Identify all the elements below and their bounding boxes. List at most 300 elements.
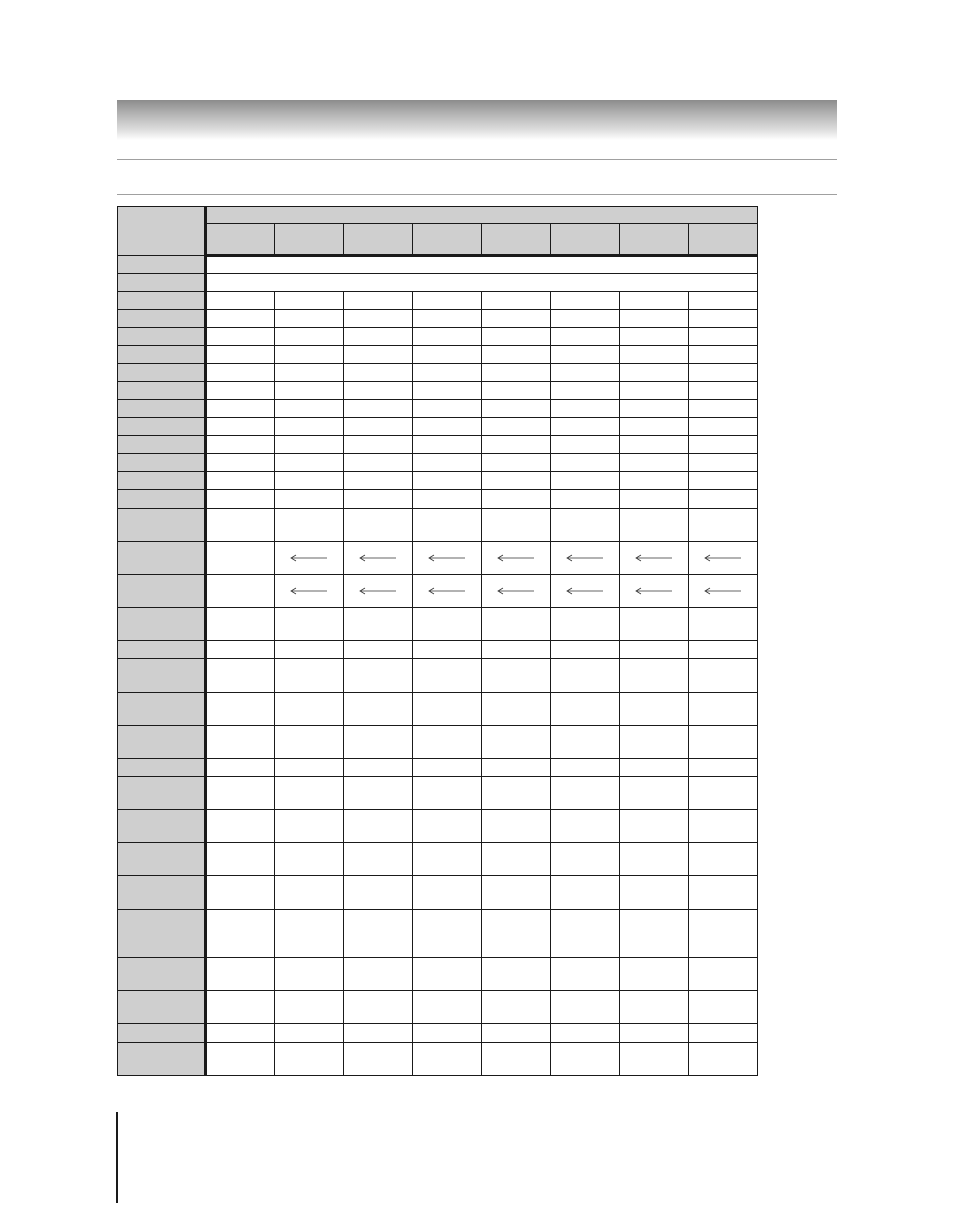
table-row [118, 364, 758, 382]
row-label-cell [118, 759, 206, 777]
value-cell [551, 400, 620, 418]
value-cell [689, 542, 758, 575]
value-cell [206, 958, 275, 991]
table-row [118, 346, 758, 364]
value-cell [689, 382, 758, 400]
value-cell [551, 1024, 620, 1043]
value-cell [620, 400, 689, 418]
value-cell [413, 292, 482, 310]
value-cell [482, 542, 551, 575]
value-cell [413, 454, 482, 472]
table-row [118, 659, 758, 693]
value-cell [620, 575, 689, 608]
table-row [118, 400, 758, 418]
value-cell [620, 418, 689, 436]
value-cell [206, 1043, 275, 1076]
value-cell [620, 659, 689, 693]
value-cell [206, 436, 275, 454]
value-cell [206, 472, 275, 490]
table-row [118, 328, 758, 346]
row-label-cell [118, 910, 206, 958]
value-cell [275, 328, 344, 346]
value-cell [206, 759, 275, 777]
page-header-band [117, 100, 837, 140]
value-cell [413, 693, 482, 726]
value-cell [206, 382, 275, 400]
left-arrow-icon [703, 587, 743, 595]
value-cell [551, 310, 620, 328]
value-cell [551, 910, 620, 958]
value-cell [620, 759, 689, 777]
table-body [118, 256, 758, 1076]
value-cell [344, 575, 413, 608]
value-cell [413, 843, 482, 876]
value-cell [551, 810, 620, 843]
value-cell [206, 292, 275, 310]
value-cell [689, 454, 758, 472]
value-cell [206, 659, 275, 693]
left-arrow-icon [358, 587, 398, 595]
value-cell [344, 382, 413, 400]
value-cell [689, 575, 758, 608]
value-cell [482, 810, 551, 843]
row-label-cell [118, 810, 206, 843]
row-label-cell [118, 777, 206, 810]
value-cell [482, 759, 551, 777]
value-cell [413, 328, 482, 346]
value-cell [482, 346, 551, 364]
value-cell [206, 328, 275, 346]
value-cell [482, 693, 551, 726]
value-cell [275, 777, 344, 810]
value-cell [551, 659, 620, 693]
row-label-cell [118, 659, 206, 693]
row-label-cell [118, 991, 206, 1024]
row-label-cell [118, 641, 206, 659]
value-cell [206, 1024, 275, 1043]
value-cell [275, 400, 344, 418]
value-cell [275, 608, 344, 641]
value-cell [620, 810, 689, 843]
value-cell [551, 608, 620, 641]
row-label-cell [118, 693, 206, 726]
value-cell [275, 1043, 344, 1076]
row-label-cell [118, 608, 206, 641]
value-cell [275, 659, 344, 693]
row-label-cell [118, 364, 206, 382]
value-cell [689, 292, 758, 310]
value-cell [482, 490, 551, 509]
value-cell [482, 991, 551, 1024]
value-cell [482, 472, 551, 490]
left-arrow-icon [565, 587, 605, 595]
value-cell [344, 346, 413, 364]
value-cell [413, 726, 482, 759]
value-cell [275, 759, 344, 777]
value-cell [482, 726, 551, 759]
value-cell [275, 454, 344, 472]
value-cell [689, 346, 758, 364]
value-cell [413, 1024, 482, 1043]
value-cell [275, 382, 344, 400]
value-cell [689, 958, 758, 991]
value-cell [413, 659, 482, 693]
value-cell [275, 910, 344, 958]
value-cell [689, 1024, 758, 1043]
value-cell [620, 693, 689, 726]
row-label-cell [118, 310, 206, 328]
table-row [118, 726, 758, 759]
left-arrow-icon [496, 554, 536, 562]
value-cell [620, 777, 689, 810]
value-cell [344, 608, 413, 641]
value-cell [689, 490, 758, 509]
value-cell [275, 364, 344, 382]
row-label-cell [118, 346, 206, 364]
value-cell [551, 292, 620, 310]
value-cell [275, 726, 344, 759]
value-cell [551, 777, 620, 810]
row-label-cell [118, 472, 206, 490]
value-cell [551, 759, 620, 777]
value-cell [206, 490, 275, 509]
value-cell [344, 328, 413, 346]
value-cell [344, 418, 413, 436]
row-label-cell [118, 509, 206, 542]
value-cell [344, 1043, 413, 1076]
value-cell [344, 1024, 413, 1043]
table-row [118, 1043, 758, 1076]
table-corner-cell [118, 207, 206, 256]
value-cell [551, 991, 620, 1024]
value-cell [413, 542, 482, 575]
value-cell [413, 418, 482, 436]
value-cell [482, 843, 551, 876]
value-cell [344, 472, 413, 490]
spanned-value-cell [206, 256, 758, 274]
value-cell [206, 575, 275, 608]
value-cell [344, 659, 413, 693]
value-cell [206, 876, 275, 910]
value-cell [551, 436, 620, 454]
value-cell [275, 292, 344, 310]
value-cell [275, 810, 344, 843]
value-cell [620, 542, 689, 575]
value-cell [620, 958, 689, 991]
value-cell [413, 876, 482, 910]
row-label-cell [118, 490, 206, 509]
value-cell [482, 1024, 551, 1043]
value-cell [206, 693, 275, 726]
value-cell [413, 910, 482, 958]
value-cell [482, 1043, 551, 1076]
value-cell [689, 328, 758, 346]
value-cell [482, 641, 551, 659]
table-row [118, 843, 758, 876]
spanned-value-cell [206, 274, 758, 292]
value-cell [413, 436, 482, 454]
value-cell [344, 641, 413, 659]
value-cell [689, 726, 758, 759]
row-label-cell [118, 256, 206, 274]
value-cell [689, 759, 758, 777]
value-cell [344, 542, 413, 575]
table-row [118, 810, 758, 843]
value-cell [413, 641, 482, 659]
value-cell [551, 418, 620, 436]
row-label-cell [118, 542, 206, 575]
value-cell [620, 641, 689, 659]
value-cell [551, 876, 620, 910]
value-cell [689, 693, 758, 726]
value-cell [275, 472, 344, 490]
value-cell [206, 810, 275, 843]
value-cell [413, 509, 482, 542]
value-cell [206, 400, 275, 418]
value-cell [482, 958, 551, 991]
value-cell [551, 958, 620, 991]
model-header-cell [206, 224, 275, 256]
value-cell [413, 777, 482, 810]
value-cell [620, 310, 689, 328]
model-header-cell [551, 224, 620, 256]
value-cell [206, 454, 275, 472]
value-cell [551, 726, 620, 759]
value-cell [482, 310, 551, 328]
table-row [118, 436, 758, 454]
table-row [118, 641, 758, 659]
value-cell [551, 575, 620, 608]
value-cell [551, 364, 620, 382]
value-cell [482, 575, 551, 608]
value-cell [689, 991, 758, 1024]
row-label-cell [118, 418, 206, 436]
value-cell [689, 1043, 758, 1076]
row-label-cell [118, 400, 206, 418]
value-cell [275, 542, 344, 575]
value-cell [551, 454, 620, 472]
value-cell [482, 509, 551, 542]
model-header-cell [620, 224, 689, 256]
row-label-cell [118, 1024, 206, 1043]
row-label-cell [118, 876, 206, 910]
value-cell [275, 418, 344, 436]
table-row [118, 777, 758, 810]
model-header-cell [275, 224, 344, 256]
value-cell [689, 876, 758, 910]
table-header-group-row [118, 207, 758, 224]
value-cell [689, 843, 758, 876]
value-cell [551, 843, 620, 876]
value-cell [344, 759, 413, 777]
value-cell [620, 292, 689, 310]
value-cell [344, 310, 413, 328]
value-cell [275, 991, 344, 1024]
table-row [118, 310, 758, 328]
table-row [118, 292, 758, 310]
value-cell [620, 364, 689, 382]
value-cell [620, 1024, 689, 1043]
value-cell [620, 876, 689, 910]
value-cell [551, 490, 620, 509]
table-row [118, 991, 758, 1024]
value-cell [206, 910, 275, 958]
value-cell [344, 726, 413, 759]
row-label-cell [118, 292, 206, 310]
left-arrow-icon [703, 554, 743, 562]
value-cell [551, 509, 620, 542]
specification-table [117, 206, 758, 1076]
value-cell [413, 310, 482, 328]
row-label-cell [118, 454, 206, 472]
value-cell [275, 1024, 344, 1043]
value-cell [206, 418, 275, 436]
value-cell [206, 509, 275, 542]
value-cell [482, 400, 551, 418]
value-cell [344, 292, 413, 310]
value-cell [413, 364, 482, 382]
value-cell [206, 991, 275, 1024]
table-row [118, 274, 758, 292]
value-cell [275, 575, 344, 608]
row-label-cell [118, 575, 206, 608]
value-cell [206, 843, 275, 876]
table-row [118, 256, 758, 274]
value-cell [344, 400, 413, 418]
value-cell [482, 659, 551, 693]
row-label-cell [118, 726, 206, 759]
value-cell [482, 608, 551, 641]
value-cell [413, 608, 482, 641]
value-cell [413, 346, 482, 364]
table-row [118, 472, 758, 490]
value-cell [482, 328, 551, 346]
value-cell [275, 958, 344, 991]
value-cell [689, 608, 758, 641]
left-arrow-icon [289, 554, 329, 562]
value-cell [620, 472, 689, 490]
table-row [118, 418, 758, 436]
value-cell [275, 490, 344, 509]
table-row [118, 693, 758, 726]
value-cell [275, 876, 344, 910]
table-row [118, 454, 758, 472]
value-cell [620, 910, 689, 958]
value-cell [413, 958, 482, 991]
value-cell [413, 382, 482, 400]
value-cell [482, 418, 551, 436]
value-cell [551, 328, 620, 346]
value-cell [344, 693, 413, 726]
model-header-cell [482, 224, 551, 256]
row-label-cell [118, 1043, 206, 1076]
value-cell [413, 1043, 482, 1076]
value-cell [620, 509, 689, 542]
left-arrow-icon [634, 554, 674, 562]
value-cell [344, 509, 413, 542]
table-row [118, 382, 758, 400]
value-cell [413, 472, 482, 490]
value-cell [620, 454, 689, 472]
value-cell [275, 436, 344, 454]
value-cell [206, 777, 275, 810]
value-cell [689, 641, 758, 659]
table-row [118, 542, 758, 575]
value-cell [482, 364, 551, 382]
margin-bar [116, 1112, 118, 1203]
value-cell [689, 310, 758, 328]
row-label-cell [118, 843, 206, 876]
table-row [118, 876, 758, 910]
value-cell [551, 1043, 620, 1076]
table-header-model-row [118, 224, 758, 256]
value-cell [482, 910, 551, 958]
value-cell [689, 659, 758, 693]
row-label-cell [118, 958, 206, 991]
value-cell [344, 910, 413, 958]
value-cell [689, 436, 758, 454]
value-cell [689, 810, 758, 843]
value-cell [275, 693, 344, 726]
value-cell [620, 382, 689, 400]
value-cell [689, 472, 758, 490]
model-header-cell [413, 224, 482, 256]
model-header-cell [344, 224, 413, 256]
value-cell [413, 575, 482, 608]
value-cell [344, 991, 413, 1024]
value-cell [206, 346, 275, 364]
value-cell [344, 958, 413, 991]
table-row [118, 575, 758, 608]
left-arrow-icon [496, 587, 536, 595]
value-cell [413, 991, 482, 1024]
value-cell [689, 509, 758, 542]
value-cell [551, 472, 620, 490]
table-group-header [206, 207, 758, 224]
value-cell [551, 542, 620, 575]
value-cell [482, 876, 551, 910]
table-row [118, 490, 758, 509]
value-cell [413, 810, 482, 843]
value-cell [620, 1043, 689, 1076]
value-cell [620, 843, 689, 876]
value-cell [689, 418, 758, 436]
value-cell [206, 726, 275, 759]
row-label-cell [118, 436, 206, 454]
value-cell [620, 436, 689, 454]
value-cell [206, 608, 275, 641]
value-cell [206, 310, 275, 328]
value-cell [551, 641, 620, 659]
value-cell [482, 292, 551, 310]
value-cell [275, 346, 344, 364]
value-cell [551, 693, 620, 726]
row-label-cell [118, 274, 206, 292]
left-arrow-icon [289, 587, 329, 595]
value-cell [620, 328, 689, 346]
left-arrow-icon [634, 587, 674, 595]
value-cell [206, 542, 275, 575]
section-rule-top [117, 159, 837, 160]
value-cell [344, 810, 413, 843]
table-row [118, 1024, 758, 1043]
table-row [118, 910, 758, 958]
value-cell [275, 310, 344, 328]
value-cell [344, 490, 413, 509]
value-cell [620, 991, 689, 1024]
value-cell [413, 400, 482, 418]
left-arrow-icon [427, 587, 467, 595]
